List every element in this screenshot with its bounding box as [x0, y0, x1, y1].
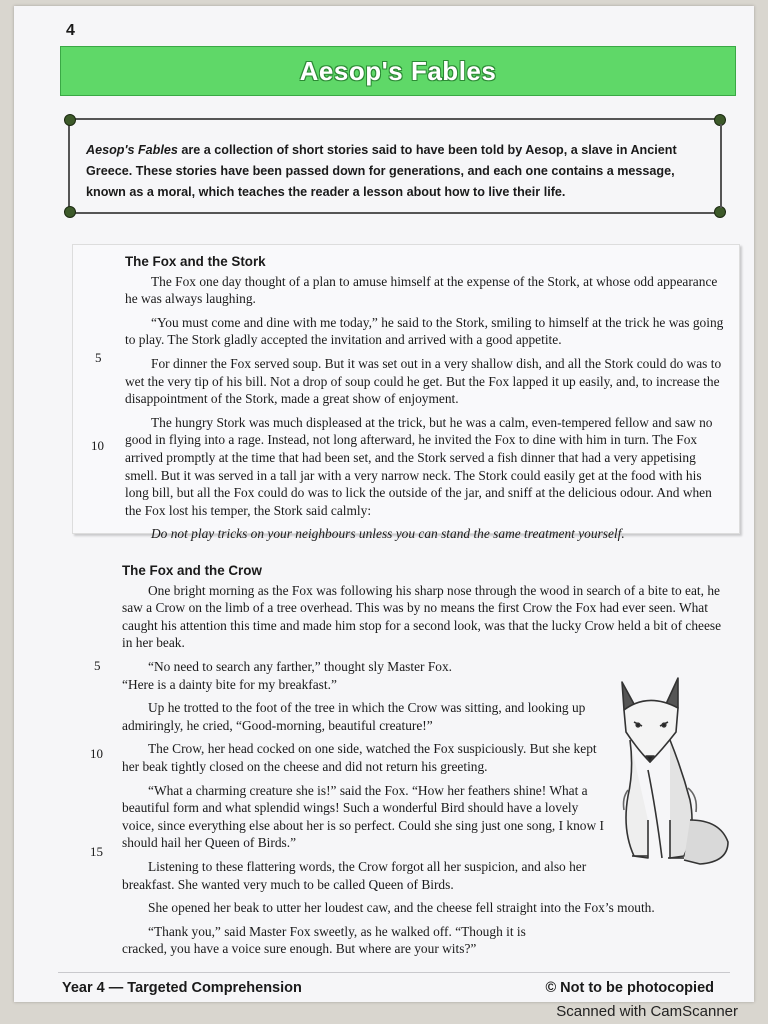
corner-beetle-icon: [714, 206, 726, 218]
story-paragraph: “Here is a dainty bite for my breakfast.”: [122, 676, 337, 692]
story-paragraph: “What a charming creature she is!” said the Fox. “How her feathers shine! What a beautiful form and what splendid wings! Such a wonderful Bird should have a lovely voice, since everything else about her is so perfect. Could she sing just one song, I know I should hail her Queen of Birds.”: [122, 782, 604, 851]
story-paragraph: For dinner the Fox served soup. But it was set out in a very shallow dish, and all the Stork could do was to wet the very tip of his bill. Not a drop of soup could he get. But the Fox lapped it up easily, and, to increase the disappointment of the Stork, made a great show of enjoyment.: [125, 355, 722, 407]
story-heading: The Fox and the Stork: [125, 254, 266, 269]
corner-beetle-icon: [64, 114, 76, 126]
story-paragraph: The Crow, her head cocked on one side, watched the Fox suspiciously. But she kept her beak tightly closed on the cheese and did not return his greeting.: [122, 741, 597, 774]
line-number: 5: [95, 350, 102, 365]
scanner-watermark: Scanned with CamScanner: [556, 1003, 738, 1020]
story-paragraph: The Fox one day thought of a plan to amuse himself at the expense of the Stork, at whose odd appearance he was always laughing.: [125, 273, 718, 307]
intro-box: [72, 118, 718, 214]
worksheet-page: [14, 6, 754, 1002]
story-paragraph: Up he trotted to the foot of the tree in which the Crow was sitting, and looking up admiringly, he cried, “Good-morning, beautiful creature!”: [122, 700, 586, 733]
footer-left: Year 4 — Targeted Comprehension: [62, 980, 302, 996]
footer-rule: [58, 972, 730, 973]
story-moral: Do not play tricks on your neighbours unless you can stand the same treatment yourself.: [151, 526, 625, 542]
intro-body: are a collection of short stories said to have been told by Aesop, a slave in Ancient Greece. These stories have been passed down for generations, and each one contains a message, known as a moral, which teaches the reader a lesson about how to live their life.: [86, 143, 677, 199]
intro-text: [86, 140, 706, 203]
corner-beetle-icon: [64, 206, 76, 218]
intro-italic-title: Aesop's Fables: [86, 143, 178, 157]
story-fox-and-stork: [72, 244, 740, 542]
line-number: 15: [90, 844, 103, 859]
page-title: Aesop's Fables: [299, 55, 497, 86]
page-number: 4: [66, 22, 75, 39]
story-paragraph: “No need to search any farther,” thought sly Master Fox.: [148, 658, 453, 674]
story-paragraph: Listening to these flattering words, the Crow forgot all her suspicion, and also her breakfast. She wanted very much to be called Queen of Birds.: [122, 858, 587, 892]
fox-illustration: [604, 670, 734, 870]
story-paragraph: She opened her beak to utter her loudest caw, and the cheese fell straight into the Fox’s mouth.: [148, 900, 655, 916]
corner-beetle-icon: [714, 114, 726, 126]
story-paragraph: “Thank you,” said Master Fox sweetly, as he walked off. “Though it is cracked, you have a voice sure enough. But where are your wits?”: [122, 923, 526, 957]
story-paragraph: “You must come and dine with me today,” he said to the Stork, smiling to himself at the trick he was going to play. The Stork gladly accepted the invitation and arrived with a good appetite.: [125, 314, 724, 348]
story-paragraph: One bright morning as the Fox was following his sharp nose through the wood in search of a bite to eat, he saw a Crow on the limb of a tree overhead. This was by no means the first Crow the Fox had ever seen. What caught his attention this time and made him stop for a second look, was that the lucky Crow held a bit of cheese in her beak.: [122, 582, 722, 651]
story-heading: The Fox and the Crow: [122, 563, 262, 578]
story-paragraph: The hungry Stork was much displeased at the trick, but he was a calm, even-tempered fellow and saw no good in flying into a rage. Instead, not long afterward, he invited the Fox to dine with him in turn. The Fox arrived promptly at the time that had been set, and the Stork served a fish dinner that had a very appetising smell. But it was served in a tall jar with a very narrow neck. The Stork could easily get at the food with his long bill, but all the Fox could do was to lick the outside of the jar, and sniff at the delicious odour. And when the Fox lost his temper, the Stork said calmly:: [125, 414, 713, 518]
line-number: 5: [94, 658, 101, 673]
line-number: 10: [90, 746, 103, 761]
title-banner: [60, 46, 736, 96]
line-number: 10: [91, 438, 104, 453]
footer-right: © Not to be photocopied: [545, 980, 714, 996]
